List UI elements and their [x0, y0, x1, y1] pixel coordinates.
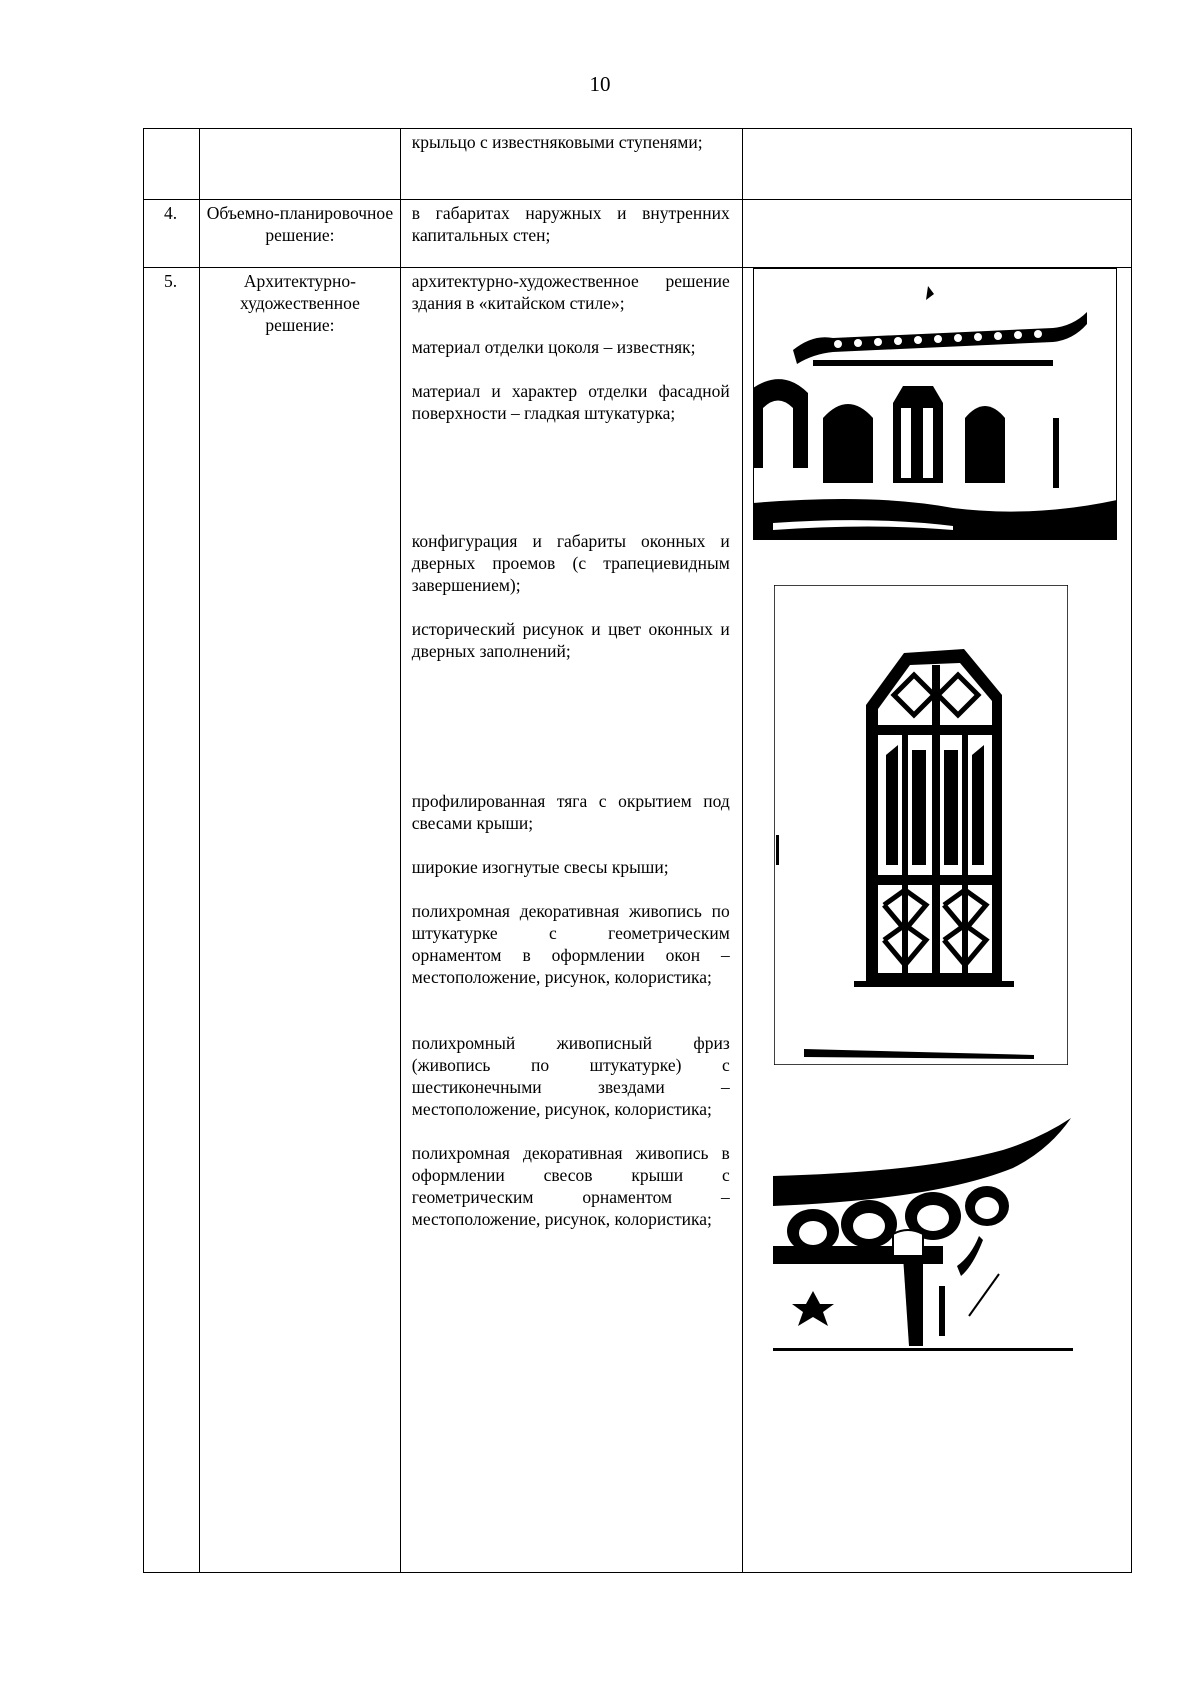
text-paragraph: профилированная тяга с окрытием под свесами крыши; — [411, 791, 730, 833]
building-facade-photo — [753, 268, 1117, 540]
text-paragraph: крыльцо с известняковыми ступенями; — [411, 132, 703, 152]
eaves-ornament-photo — [773, 1116, 1073, 1356]
page-number: 10 — [589, 72, 611, 96]
table-row — [144, 200, 1132, 268]
row-name-cell — [200, 129, 401, 200]
row-text-cell — [400, 268, 742, 1573]
text-paragraph: конфигурация и габариты оконных и дверных проемов (с трапециевидным завершением); — [411, 531, 730, 595]
row-text-cell — [400, 200, 742, 268]
text-paragraph: в габаритах наружных и внутренних капитальных стен; — [411, 203, 730, 245]
row-name-cell: Объемно-планировочное решение: — [200, 200, 401, 268]
text-paragraph: материал отделки цоколя – известняк; — [411, 337, 696, 357]
text-paragraph: полихромная декоративная живопись в оформлении свесов крыши с геометрическим орнаментом – местоположение, рисунок, колористика; — [411, 1143, 730, 1229]
row-name-cell: Архитектурно-художественное решение: — [200, 268, 401, 1573]
text-paragraph: архитектурно-художественное решение здания в «китайском стиле»; — [411, 271, 730, 313]
monument-description-table — [143, 128, 1132, 1573]
row-number-cell: 5. — [144, 268, 200, 1573]
window-detail-photo — [774, 585, 1068, 1065]
text-paragraph: материал и характер отделки фасадной поверхности – гладкая штукатурка; — [411, 381, 730, 423]
text-paragraph: исторический рисунок и цвет оконных и дверных заполнений; — [411, 619, 730, 661]
text-paragraph: полихромная декоративная живопись по штукатурке с геометрическим орнаментом в оформлении окон – местоположение, рисунок, колористика; — [411, 901, 730, 987]
text-paragraph: широкие изогнутые свесы крыши; — [411, 857, 669, 877]
row-number-cell — [144, 129, 200, 200]
row-image-cell — [742, 200, 1131, 268]
row-number-cell: 4. — [144, 200, 200, 268]
table-row — [144, 268, 1132, 1573]
row-image-cell — [742, 129, 1131, 200]
text-paragraph: полихромный живописный фриз (живопись по штукатурке) с шестиконечными звездами – местоположение, рисунок, колористика; — [411, 1033, 730, 1119]
row-image-cell — [742, 268, 1131, 1573]
row-text-cell — [400, 129, 742, 200]
table-row — [144, 129, 1132, 200]
